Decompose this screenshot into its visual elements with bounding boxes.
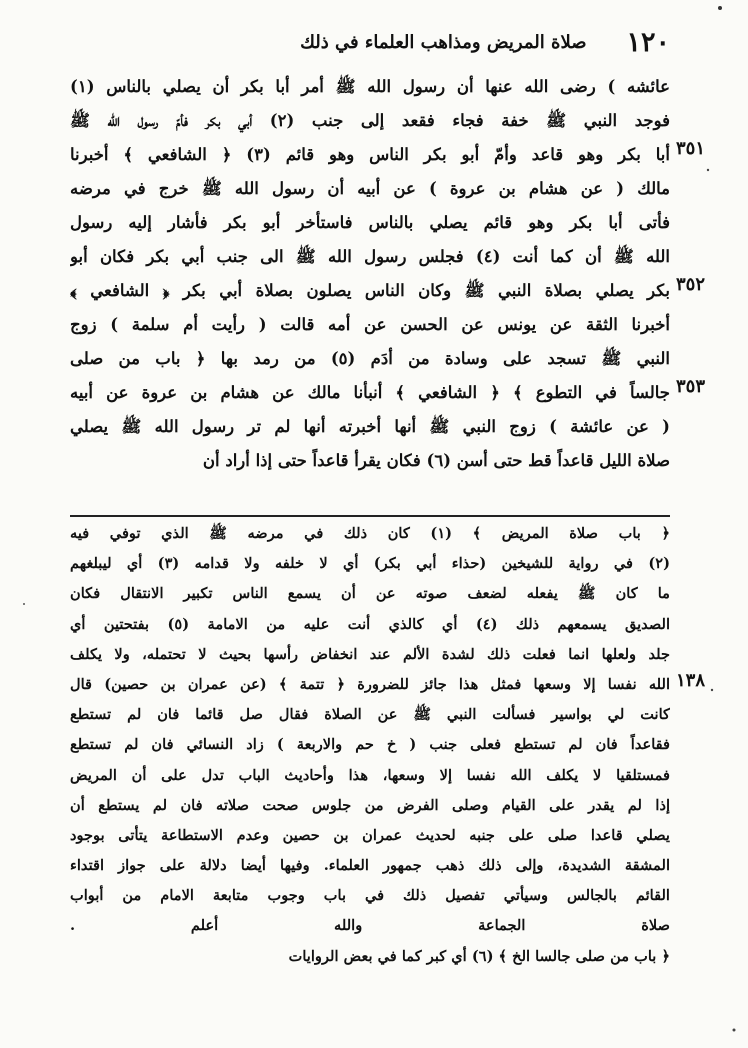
main-line: أخبرنا الثقة عن يونس عن الحسن عن أمه قالت ( رأيت أم سلمة ) زوج bbox=[70, 315, 670, 334]
main-text bbox=[70, 70, 706, 478]
notes-line: كانت لي بواسير فسألت النبي ﷺ عن الصلاة فقال صل قائما فان لم تستطع bbox=[70, 706, 670, 724]
main-line: الله ﷺ أن كما أنت (٤) فجلس رسول الله ﷺ الى جنب أبي بكر فكان أبو bbox=[70, 247, 670, 266]
notes-line: القائم بالجالس وسيأتي تفصيل ذلك في باب وجوب متابعة الامام من أبواب bbox=[70, 887, 670, 905]
notes-line: ﴿ باب صلاة المريض ﴾ (١) كان ذلك في مرضه ﷺ الذي توفي فيه bbox=[70, 525, 670, 542]
main-line: بكر يصلي بصلاة النبي ﷺ وكان الناس يصلون بصلاة أبي بكر ﴿ الشافعي ﴾ bbox=[70, 281, 670, 300]
page-header bbox=[70, 24, 670, 60]
main-line: فوجد النبي ﷺ خفة فجاء فقعد إلى جنب (٢) أبي بكر فأمّ رسول الله ﷺ bbox=[70, 111, 670, 130]
notes-line: ﴿ باب من صلى جالسا الخ ﴾ (٦) أي كبر كما في بعض الروايات bbox=[288, 947, 670, 965]
notes-line: صلاة الجماعة والله أعلم . bbox=[70, 917, 670, 935]
main-line: جالساً في التطوع ﴾ ﴿ الشافعي ﴾ أنبأنا مالك عن هشام بن عروة عن أبيه bbox=[70, 383, 670, 402]
main-line: فأتى أبا بكر وهو قائم يصلي بالناس فاستأخر أبو بكر فأشار إليه رسول bbox=[70, 213, 670, 232]
main-line: ( عن عائشة ) زوج النبي ﷺ أنها أخبرته أنها لم تر رسول الله ﷺ يصلي bbox=[70, 417, 670, 436]
footnote-separator bbox=[70, 515, 670, 517]
notes-line: (٢) في رواية للشيخين (حذاء أبي بكر) أي لا خلفه ولا قدامه (٣) أي ليبلغهم bbox=[70, 555, 670, 573]
footnotes bbox=[70, 519, 706, 972]
notes-line: يصلي قاعدا صلى على جنبه لحديث عمران بن حصين وعدم الاستطاعة يتأتى بوجود bbox=[70, 826, 670, 844]
page-number: ١٢٠ bbox=[626, 26, 670, 58]
main-line: عائشه ) رضى الله عنها أن رسول الله ﷺ أمر أبا بكر أن يصلي بالناس (١) bbox=[70, 77, 670, 96]
main-line: صلاة الليل قاعداً قط حتى أسن (٦) فكان يقرأ قاعداً حتى إذا أراد أن bbox=[202, 451, 670, 470]
notes-line: المشقة الشديدة، وإلى ذلك ذهب جمهور العلماء. وفيها أيضا دلالة على جواز اقتداء bbox=[70, 857, 670, 875]
hadith-number: ٣٥٣ bbox=[676, 376, 706, 397]
notes-line: الله نفسا إلا وسعها فمثل هذا جائز للضرورة ﴿ تتمة ﴾ (عن عمران بن حصين) قال bbox=[70, 675, 670, 693]
hadith-number: ٣٥٢ bbox=[676, 274, 706, 295]
main-line: أبا بكر وهو قاعد وأمّ أبو بكر الناس وهو قائم (٣) ﴿ الشافعي ﴾ أخبرنا bbox=[70, 145, 670, 164]
hadith-number: ١٣٨ bbox=[676, 670, 706, 691]
main-line: مالك ( عن هشام بن عروة ) عن أبيه أن رسول الله ﷺ خرج في مرضه bbox=[70, 179, 670, 198]
running-title: صلاة المريض ومذاهب العلماء في ذلك bbox=[300, 31, 587, 53]
main-line: النبي ﷺ تسجد على وسادة من أدَم (٥) من رمد بها ﴿ باب من صلى bbox=[70, 349, 670, 368]
hadith-number: ٣٥١ bbox=[676, 138, 706, 159]
notes-line: الصديق يسمعهم ذلك (٤) أي كالذي أنت عليه من الامامة (٥) بفتحتين أي bbox=[70, 615, 670, 633]
notes-line: جلد ولعلها انما فعلت ذلك لشدة الألم عند انخفاض رأسها بحيث لا تحتمله، ولا يكلف bbox=[70, 645, 670, 663]
notes-line: إذا لم يقدر على القيام وصلى الفرض من جلوس صحت صلاته فان لم يستطع أن bbox=[70, 796, 670, 814]
notes-line: فمستلقيا لا يكلف الله نفسا إلا وسعها، هذا وأحاديث الباب تدل على أن المريض bbox=[70, 766, 670, 784]
notes-line: فقاعداً فان لم تستطع فعلى جنب ( خ حم والاربعة ) زاد النسائي فان لم تستطع bbox=[70, 736, 670, 754]
notes-line: ما كان ﷺ يفعله لضعف صوته عن أن يسمع الناس تكبير الانتقال فكان bbox=[70, 585, 670, 603]
